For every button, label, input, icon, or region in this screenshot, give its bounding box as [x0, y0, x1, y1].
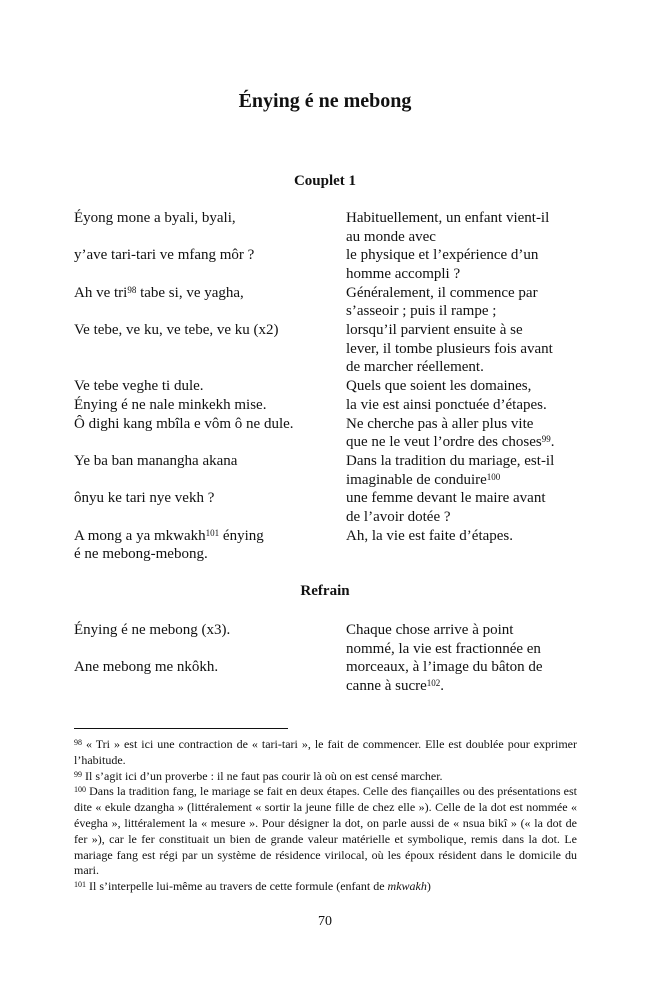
translation-line: morceaux, à l’image du bâton de [346, 659, 543, 675]
translation-line: Généralement, il commence par [346, 285, 538, 301]
translation-line: Ah, la vie est faite d’étapes. [346, 528, 514, 544]
translation-line: au monde avec [346, 229, 436, 245]
lyric-line: A mong a ya mkwakh$^{101}$ énying [74, 528, 264, 544]
translation-line: de marcher réellement. [346, 359, 484, 375]
footnote-ref: 102 [426, 678, 441, 688]
lyric-line: Ve tebe veghe ti dule. [74, 378, 204, 394]
translation-line: Ne cherche pas à aller plus vite [346, 416, 534, 432]
footnote-99: $^{99}$ Il s’agit ici d’un proverbe : il ne faut pas courir là où on est censé marcher. [74, 768, 443, 783]
translation-line: Chaque chose arrive à point [346, 622, 514, 638]
translation-line: une femme devant le maire avant [346, 490, 546, 506]
translation-line: Habituellement, un enfant vient-il [346, 210, 550, 226]
translation-line: de l’avoir dotée ? [346, 509, 451, 525]
footnotes [74, 737, 577, 895]
lyric-line: Ane mebong me nkôkh. [74, 659, 219, 675]
lyric-line: y’ave tari-tari ve mfang môr ? [74, 247, 255, 263]
translation-line: s’asseoir ; puis il rampe ; [346, 303, 497, 319]
translation-line: homme accompli ? [346, 266, 461, 282]
lyric-line: Énying é ne mebong (x3). [74, 622, 231, 638]
lyric-line: Énying é ne nale minkekh mise. [74, 397, 267, 413]
lyric-line: Éyong mone a byali, byali, [74, 210, 236, 226]
song-title: Énying é ne mebong [238, 90, 412, 112]
page-number: 70 [318, 914, 332, 929]
translation-line: Quels que soient les domaines, [346, 378, 532, 394]
footnote-101: $^{101}$ Il s’interpelle lui-même au travers de cette formule (enfant de mkwakh) [74, 879, 431, 894]
lyric-line: Ah ve tri$^{98}$ tabe si, ve yagha, [74, 285, 244, 301]
footnote-separator [74, 728, 288, 729]
lyric-line: ônyu ke tari nye vekh ? [74, 490, 215, 506]
translation-line: lever, il tombe plusieurs fois avant [346, 341, 553, 357]
footnote-ref: 98 [127, 285, 137, 295]
translation-line: imaginable de conduire$^{100}$ [346, 472, 501, 488]
footnote-ref: 101 [205, 528, 220, 538]
translation-line: le physique et l’expérience d’un [346, 247, 539, 263]
translation-line: canne à sucre$^{102}$. [346, 678, 445, 694]
footnote-98: $^{98}$ « Tri » est ici une contraction de « tari-tari », le fait de commencer. Elle est doublée pour exprimer l’habitude. [74, 737, 577, 767]
lyric-line: Ô dighi kang mbîla e vôm ô ne dule. [74, 416, 294, 432]
translation-line: lorsqu’il parvient ensuite à se [346, 322, 523, 338]
footnote-ref: 100 [486, 472, 501, 482]
translation-line: que ne le veut l’ordre des choses$^{99}$. [346, 434, 555, 450]
translation-line: la vie est ainsi ponctuée d’étapes. [346, 397, 547, 413]
lyric-line: Ye ba ban manangha akana [74, 453, 238, 469]
lyric-line: Ve tebe, ve ku, ve tebe, ve ku (x2) [74, 322, 279, 338]
refrain-heading: Refrain [300, 583, 350, 599]
couplet-heading: Couplet 1 [293, 173, 357, 189]
footnote-ref: 99 [541, 434, 551, 444]
lyric-line: é ne mebong-mebong. [74, 546, 208, 562]
translation-line: Dans la tradition du mariage, est-il [346, 453, 555, 469]
translation-line: nommé, la vie est fractionnée en [346, 641, 541, 657]
footnote-100: $^{100}$ Dans la tradition fang, le mariage se fait en deux étapes. Celle des fiançailles ou des présentations est dite « ekule dzangha » (littéralement « sortir la jeune fille de chez elle »). Celle de la dot est nommée « évegha », littéralement la « mesure ». Pour désigner la dot, on parle aussi de « nsua bikî » (« la dot de fer »), car le fer constituait un bien de grande valeur matérielle et symbolique, remis dans la dot. Le mariage fang est régi par un système de résidence virilocal, où les époux résident dans le domicile du mari. [74, 784, 577, 878]
